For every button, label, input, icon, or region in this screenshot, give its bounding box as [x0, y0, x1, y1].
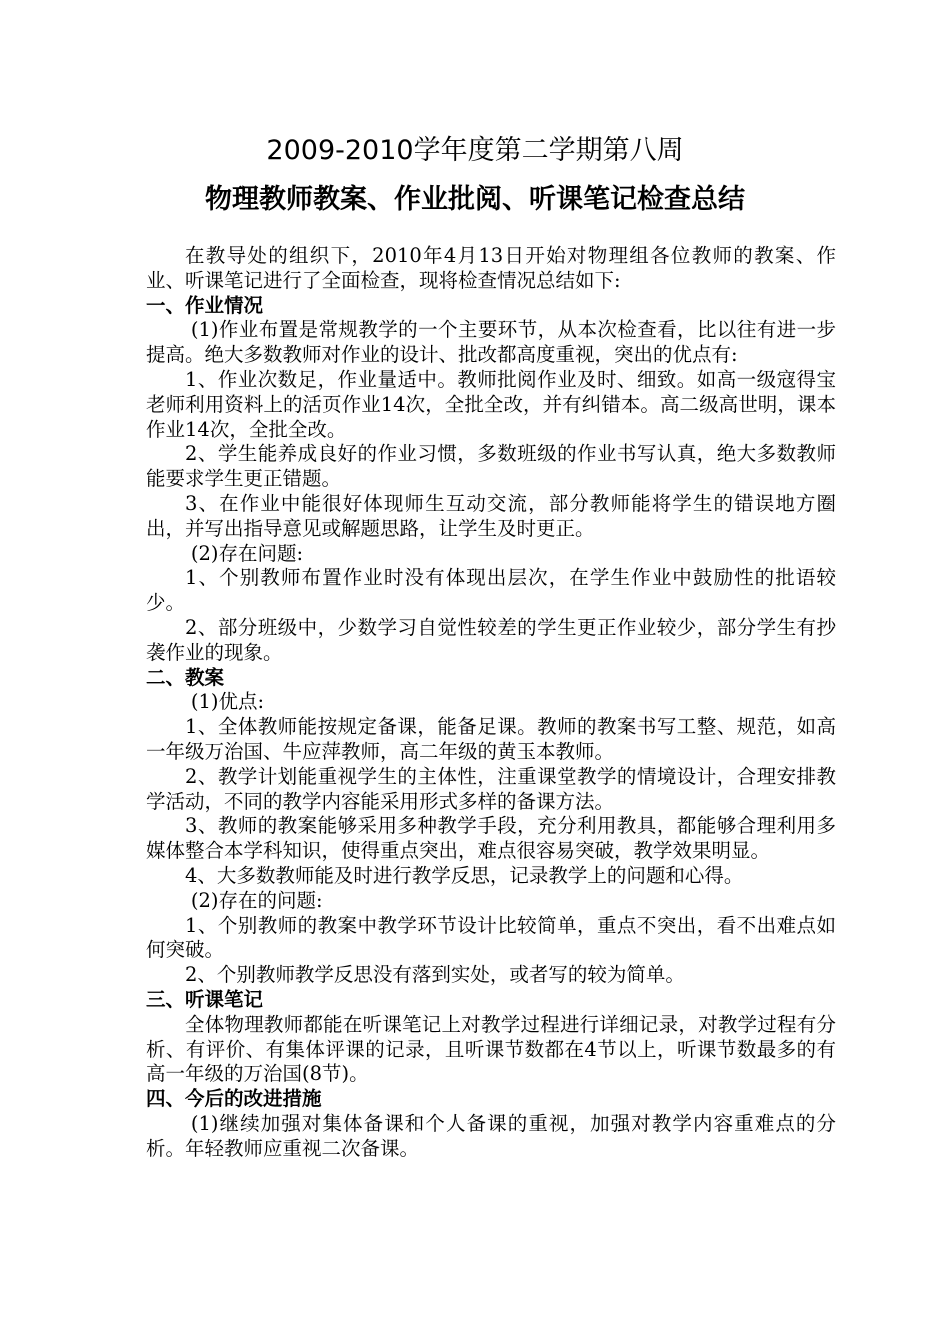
section-heading-lesson-plans: 二、教案	[146, 665, 225, 689]
paragraph: (2)存在的问题:	[190, 888, 323, 912]
paragraph: (1)作业布置是常规教学的一个主要环节，从本次检查看，比以往有进一步提高。绝大多数教师对作业的设计、批改都高度重视，突出的优点有:	[146, 318, 836, 367]
paragraph: (2)存在问题:	[190, 541, 304, 565]
paragraph: 4、大多数教师能及时进行教学反思，记录教学上的问题和心得。	[185, 863, 744, 887]
paragraph: 2、部分班级中，少数学习自觉性较差的学生更正作业较少，部分学生有抄袭作业的现象。	[146, 615, 836, 664]
intro-paragraph: 在教导处的组织下，2010年4月13日开始对物理组各位教师的教案、作业、听课笔记进行了全面检查，现将检查情况总结如下:	[146, 244, 836, 292]
paragraph: (1)优点:	[190, 690, 265, 714]
section-heading-homework: 一、作业情况	[146, 293, 264, 317]
document-title-line2: 物理教师教案、作业批阅、听课笔记检查总结	[205, 184, 745, 215]
paragraph: 3、教师的教案能够采用多种教学手段，充分利用教具，都能够合理利用多媒体整合本学科知识，使得重点突出，难点很容易突破，教学效果明显。	[146, 814, 836, 863]
paragraph: 1、个别教师布置作业时没有体现出层次，在学生作业中鼓励性的批语较少。	[146, 566, 836, 615]
paragraph: 2、个别教师教学反思没有落到实处，或者写的较为简单。	[185, 963, 685, 987]
section-heading-improvements: 四、今后的改进措施	[146, 1087, 322, 1111]
paragraph: (1)继续加强对集体备课和个人备课的重视，加强对教学内容重难点的分析。年轻教师应重视二次备课。	[146, 1111, 836, 1160]
paragraph: 全体物理教师都能在听课笔记上对教学过程进行详细记录，对教学过程有分析、有评价、有集体评课的记录，且听课节数都在4节以上，听课节数最多的有高一年级的万治国(8节)。	[146, 1012, 836, 1086]
paragraph: 1、全体教师能按规定备课，能备足课。教师的教案书写工整、规范，如高一年级万治国、牛应萍教师，高二年级的黄玉本教师。	[146, 715, 836, 763]
paragraph: 1、个别教师的教案中教学环节设计比较简单，重点不突出，看不出难点如何突破。	[146, 913, 836, 962]
section-heading-lecture-notes: 三、听课笔记	[146, 987, 264, 1011]
paragraph: 2、学生能养成良好的作业习惯，多数班级的作业书写认真，绝大多数教师能要求学生更正错题。	[146, 442, 836, 491]
document-title-line1: 2009-2010学年度第二学期第八周	[266, 135, 684, 166]
document-body	[146, 244, 836, 1161]
paragraph: 1、作业次数足，作业量适中。教师批阅作业及时、细致。如高一级寇得宝老师利用资料上的活页作业14次，全批全改，并有纠错本。高二级高世明，课本作业14次，全批全改。	[146, 367, 836, 441]
paragraph: 2、教学计划能重视学生的主体性，注重课堂教学的情境设计，合理安排教学活动，不同的教学内容能采用形式多样的备课方法。	[146, 764, 836, 813]
paragraph: 3、在作业中能很好体现师生互动交流，部分教师能将学生的错误地方圈出，并写出指导意见或解题思路，让学生及时更正。	[146, 491, 836, 540]
